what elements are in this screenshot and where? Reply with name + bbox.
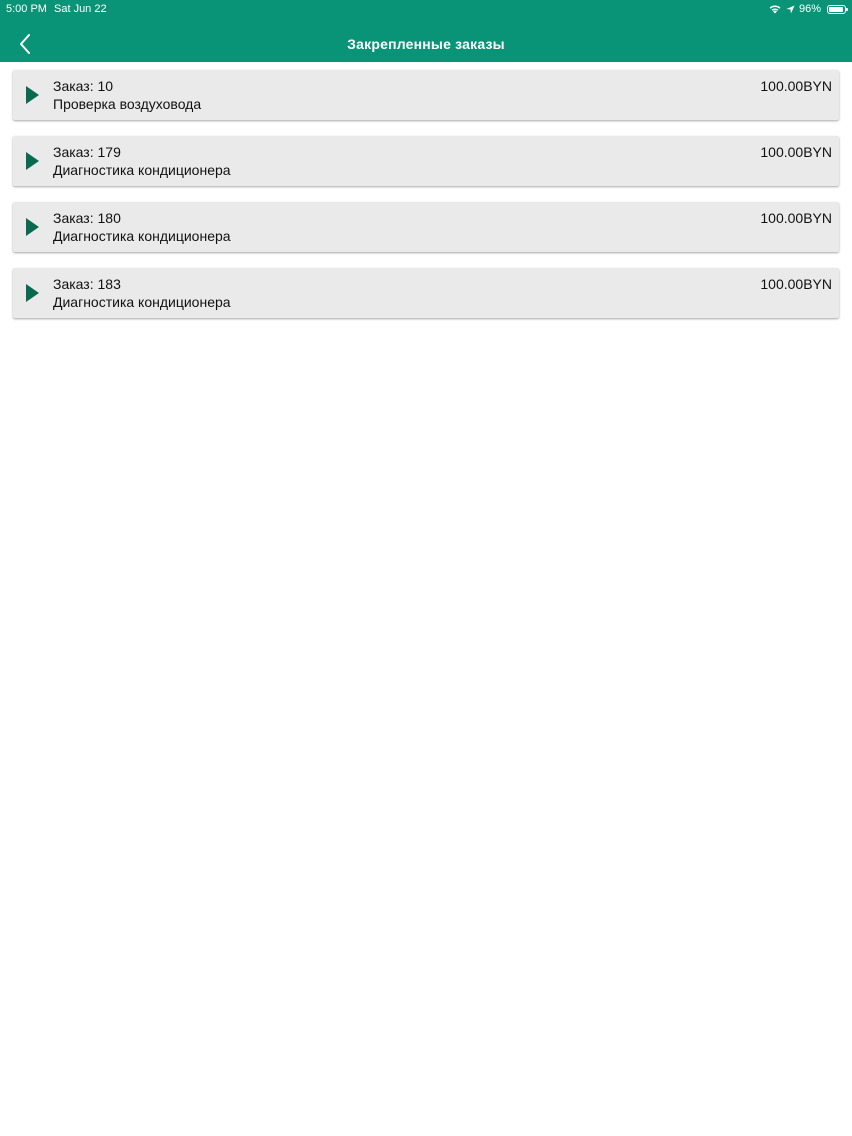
order-price: 100.00BYN xyxy=(760,144,832,160)
status-indicators xyxy=(768,0,846,18)
status-date: Sat Jun 22 xyxy=(54,3,107,15)
order-number: Заказ: 180 xyxy=(53,210,121,226)
order-number: Заказ: 179 xyxy=(53,144,121,160)
order-service: Диагностика кондиционера xyxy=(53,228,231,244)
order-card[interactable] xyxy=(13,268,839,318)
battery-percent: 96% xyxy=(798,3,821,15)
order-number: Заказ: 10 xyxy=(53,78,114,94)
order-card[interactable] xyxy=(13,70,839,120)
play-triangle-icon[interactable] xyxy=(26,152,39,170)
order-service: Диагностика кондиционера xyxy=(53,162,231,178)
play-triangle-icon[interactable] xyxy=(26,218,39,236)
order-card[interactable] xyxy=(13,136,839,186)
location-arrow-icon xyxy=(786,5,795,14)
nav-bar xyxy=(0,26,852,62)
order-price: 100.00BYN xyxy=(760,210,832,226)
order-service: Диагностика кондиционера xyxy=(53,294,231,310)
order-price: 100.00BYN xyxy=(760,276,832,292)
battery-tip xyxy=(846,8,848,11)
order-list xyxy=(13,70,839,334)
wifi-icon xyxy=(768,4,782,14)
order-card[interactable] xyxy=(13,202,839,252)
order-price: 100.00BYN xyxy=(760,78,832,94)
order-number: Заказ: 183 xyxy=(53,276,121,292)
status-time: 5:00 PM xyxy=(6,3,47,15)
play-triangle-icon[interactable] xyxy=(26,86,39,104)
play-triangle-icon[interactable] xyxy=(26,284,39,302)
page-title: Закрепленные заказы xyxy=(347,36,505,52)
battery-icon xyxy=(827,5,846,14)
battery-fill xyxy=(829,7,843,12)
order-service: Проверка воздуховода xyxy=(53,96,202,112)
app-header xyxy=(0,0,852,62)
status-bar xyxy=(0,0,852,18)
